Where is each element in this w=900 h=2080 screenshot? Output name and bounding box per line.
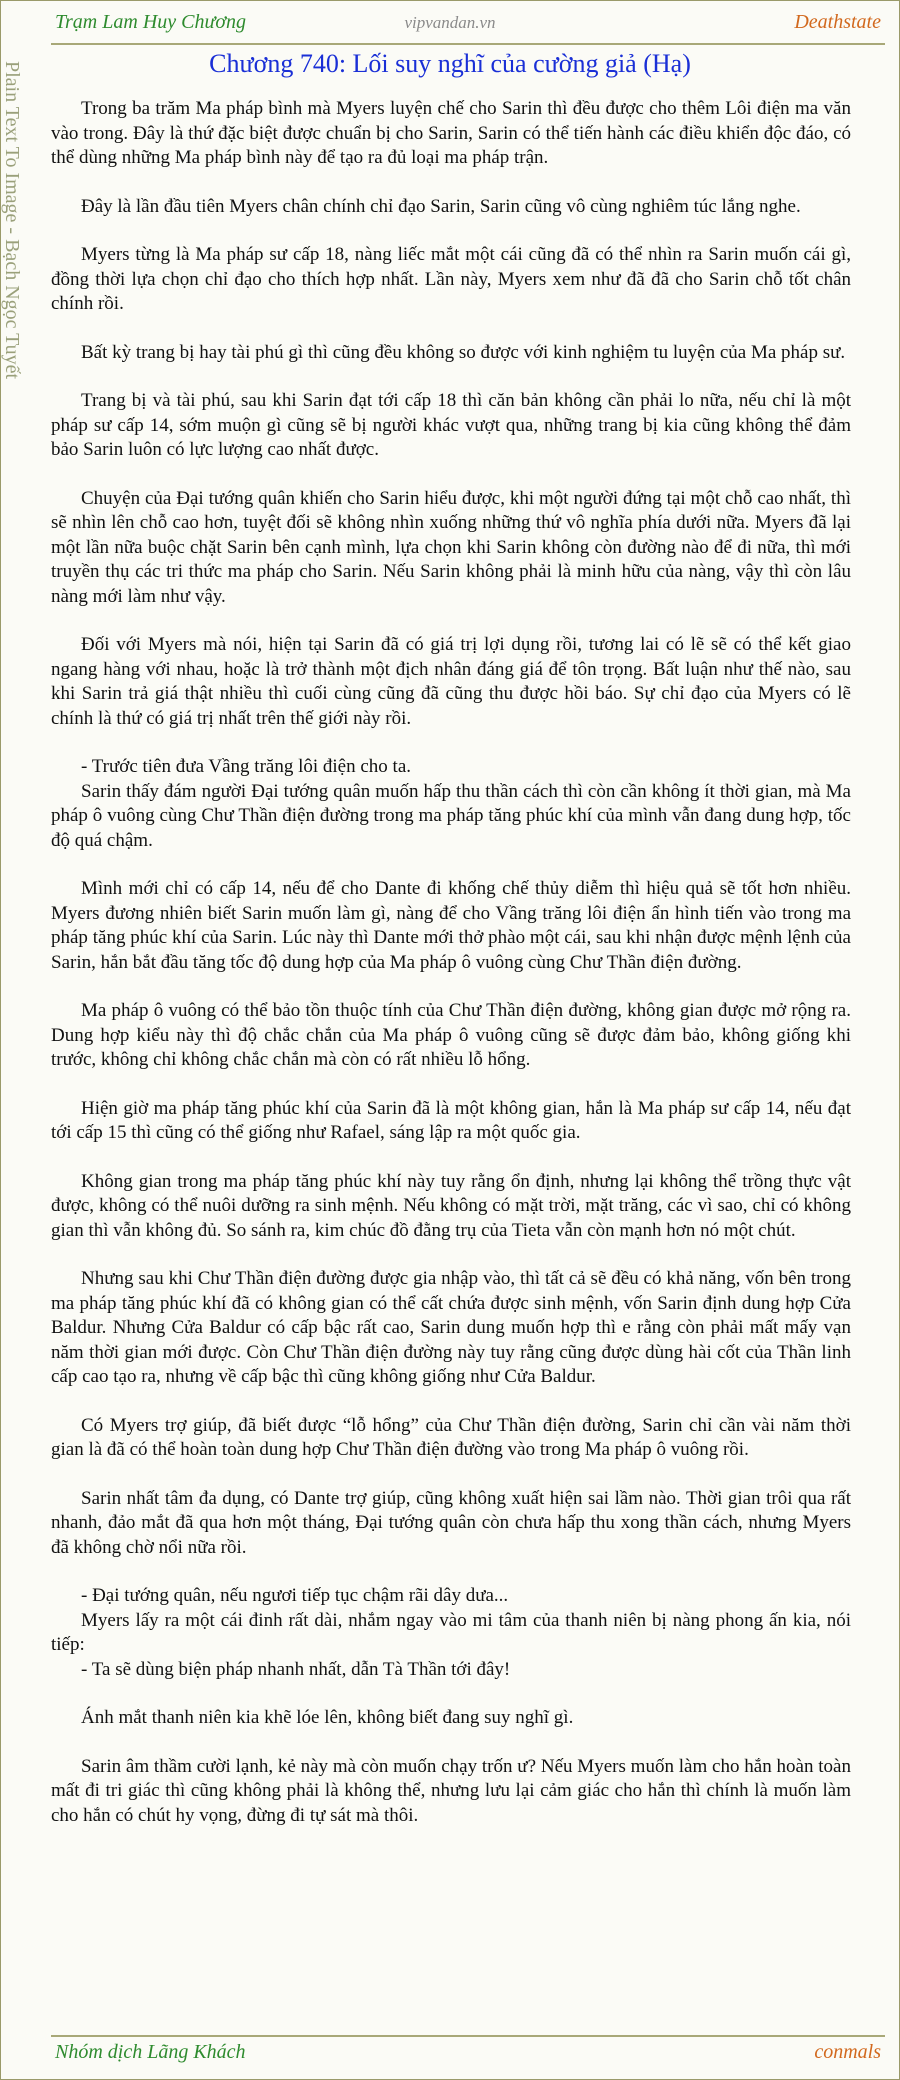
- paragraph: Sarin thấy đám người Đại tướng quân muốn hấp thu thần cách thì còn cần không ít thời gian, mà Ma pháp ô vuông cùng Chư Thần điện đường trong ma pháp tăng phúc khí của mình vẫn đang dung hợp, tốc độ quá chậm.: [51, 780, 851, 851]
- dialogue-line: - Đại tướng quân, nếu ngươi tiếp tục chậm rãi dây dưa...: [81, 1585, 509, 1606]
- paragraph: Trang bị và tài phú, sau khi Sarin đạt tới cấp 18 thì căn bản không cần phải lo nữa, nếu chỉ là một pháp sư cấp 14, sớm muộn gì cũng sẽ bị người khác vượt qua, những trang bị kia cũng không thể đảm bảo Sarin luôn có lực lượng cao nhất được.: [51, 390, 851, 460]
- footer-editor: conmals: [814, 2041, 881, 2063]
- dialogue-line: - Ta sẽ dùng biện pháp nhanh nhất, dẫn Tà Thần tới đây!: [81, 1658, 511, 1680]
- paragraph: Ma pháp ô vuông có thể bảo tồn thuộc tính của Chư Thần điện đường, không gian được mở rộng ra. Dung hợp kiểu này thì độ chắc chắn của Ma pháp ô vuông cũng sẽ được đảm bảo, không giống khi trước, không chỉ không chắc chắn mà còn có rất nhiều lỗ hổng.: [51, 1000, 851, 1070]
- paragraph: Myers lấy ra một cái đinh rất dài, nhắm ngay vào mi tâm của thanh niên bị nàng phong ấn kia, nói tiếp:: [51, 1609, 851, 1655]
- chapter-title: Chương 740: Lối suy nghĩ của cường giả (Hạ): [209, 49, 691, 78]
- paragraph: Mình mới chỉ có cấp 14, nếu để cho Dante đi khống chế thủy diễm thì hiệu quả sẽ tốt hơn nhiều. Myers đương nhiên biết Sarin muốn làm gì, nàng để cho Vầng trăng lôi điện ẩn hình tiến vào trong ma pháp tăng phúc khí của Sarin. Lúc này thì Dante mới thở phào một cái, sau khi nhận được mệnh lệnh của Sarin, hắn bắt đầu tăng tốc độ dung hợp của Ma pháp ô vuông cùng Chư Thần điện đường.: [51, 878, 851, 973]
- header-translator: Deathstate: [794, 11, 881, 33]
- footer-team-name: Nhóm dịch Lãng Khách: [55, 2041, 246, 2063]
- paragraph: Không gian trong ma pháp tăng phúc khí này tuy rằng ổn định, nhưng lại không thể trồng thực vật được, không có thể nuôi dưỡng ra sinh mệnh. Nếu không có mặt trời, mặt trăng, các vì sao, chỉ có không gian thì vẫn không đủ. So sánh ra, kim chúc đồ đằng trụ của Tieta vẫn còn mạnh hơn nó một chút.: [51, 1170, 851, 1241]
- paragraph: Bất kỳ trang bị hay tài phú gì thì cũng đều không so được với kinh nghiệm tu luyện của Ma pháp sư.: [81, 341, 846, 363]
- header-divider: [51, 43, 885, 45]
- side-watermark: [1, 61, 45, 541]
- paragraph: Sarin nhất tâm đa dụng, có Dante trợ giúp, cũng không xuất hiện sai lầm nào. Thời gian trôi qua rất nhanh, đảo mắt đã qua hơn một tháng, Đại tướng quân còn chưa hấp thu xong thần cách, nhưng Myers đã không chờ nổi nữa rồi.: [51, 1487, 851, 1558]
- paragraph: Trong ba trăm Ma pháp bình mà Myers luyện chế cho Sarin thì đều được cho thêm Lôi điện ma văn vào trong. Đây là thứ đặc biệt được chuẩn bị cho Sarin, Sarin có thể tiến hành các điều khiển độc đáo, có thể dùng những Ma pháp bình này để tạo ra đủ loại ma pháp trận.: [51, 98, 851, 168]
- paragraph: Có Myers trợ giúp, đã biết được “lỗ hổng” của Chư Thần điện đường, Sarin chỉ cần vài năm thời gian là đã có thể hoàn toàn dung hợp Chư Thần điện đường vào trong Ma pháp ô vuông rồi.: [51, 1414, 851, 1460]
- paragraph: Myers từng là Ma pháp sư cấp 18, nàng liếc mắt một cái cũng đã có thể nhìn ra Sarin muốn cái gì, đồng thời lựa chọn chỉ đạo cho thích hợp nhất. Lần này, Myers xem như đã đã cho Sarin chỗ tốt chân chính rồi.: [51, 244, 851, 314]
- paragraph: Nhưng sau khi Chư Thần điện đường được gia nhập vào, thì tất cả sẽ đều có khả năng, vốn bên trong ma pháp tăng phúc khí đã có không gian có thể cất chứa được sinh mệnh, vốn Sarin định dung hợp Cửa Baldur. Nhưng Cửa Baldur có cấp bậc rất cao, Sarin dung muốn hợp thì e rằng còn phải mất mấy vạn năm thời gian mới được. Còn Chư Thần điện đường này tuy rằng cũng được dùng hài cốt của Thần linh cấp cao tạo ra, nhưng về cấp bậc thì cũng không giống như Cửa Baldur.: [51, 1268, 851, 1387]
- footer-divider: [51, 2035, 885, 2037]
- side-watermark-text: Plain Text To Image - Bạch Ngọc Tuyết: [1, 61, 23, 380]
- paragraph: Hiện giờ ma pháp tăng phúc khí của Sarin đã là một không gian, hắn là Ma pháp sư cấp 14, nếu đạt tới cấp 15 thì cũng có thể giống như Rafael, sáng lập ra một quốc gia.: [51, 1097, 851, 1143]
- header-site-name: vipvandan.vn: [404, 13, 496, 32]
- chapter-body: [51, 97, 851, 1852]
- header-group-name: Trạm Lam Huy Chương: [55, 11, 247, 33]
- paragraph: Đây là lần đầu tiên Myers chân chính chỉ đạo Sarin, Sarin cũng vô cùng nghiêm túc lắng nghe.: [81, 195, 801, 217]
- dialogue-line: - Trước tiên đưa Vầng trăng lôi điện cho ta.: [81, 756, 412, 777]
- paragraph: Ánh mắt thanh niên kia khẽ lóe lên, không biết đang suy nghĩ gì.: [81, 1707, 574, 1728]
- paragraph: Chuyện của Đại tướng quân khiến cho Sarin hiểu được, khi một người đứng tại một chỗ cao nhất, thì sẽ nhìn lên chỗ cao hơn, tuyệt đối sẽ không nhìn xuống những thứ vô nghĩa phía dưới nữa. Myers đã lại một lần nữa buộc chặt Sarin bên cạnh mình, lựa chọn khi Sarin không còn đường nào để đi nữa, thì mới truyền thụ các tri thức ma pháp cho Sarin. Nếu Sarin không phải là minh hữu của nàng, vậy thì còn lâu nàng mới làm như vậy.: [51, 487, 851, 607]
- paragraph: Đối với Myers mà nói, hiện tại Sarin đã có giá trị lợi dụng rồi, tương lai có lẽ sẽ có thể kết giao ngang hàng với nhau, hoặc là trở thành một địch nhân đáng giá để tôn trọng. Bất luận như thế nào, sau khi Sarin trả giá thật nhiều thì cuối cùng cũng đã cũng thu được hồi báo. Sự chỉ đạo của Myers có lẽ chính là thứ có giá trị nhất trên thế giới này rồi.: [51, 634, 851, 729]
- paragraph: Sarin âm thầm cười lạnh, kẻ này mà còn muốn chạy trốn ư? Nếu Myers muốn làm cho hắn hoàn toàn mất đi tri giác thì cũng không phải là không thể, nhưng lưu lại cảm giác cho hắn thì chính là muốn làm cho hắn có chút hy vọng, đừng đi tự sát mà thôi.: [51, 1755, 851, 1826]
